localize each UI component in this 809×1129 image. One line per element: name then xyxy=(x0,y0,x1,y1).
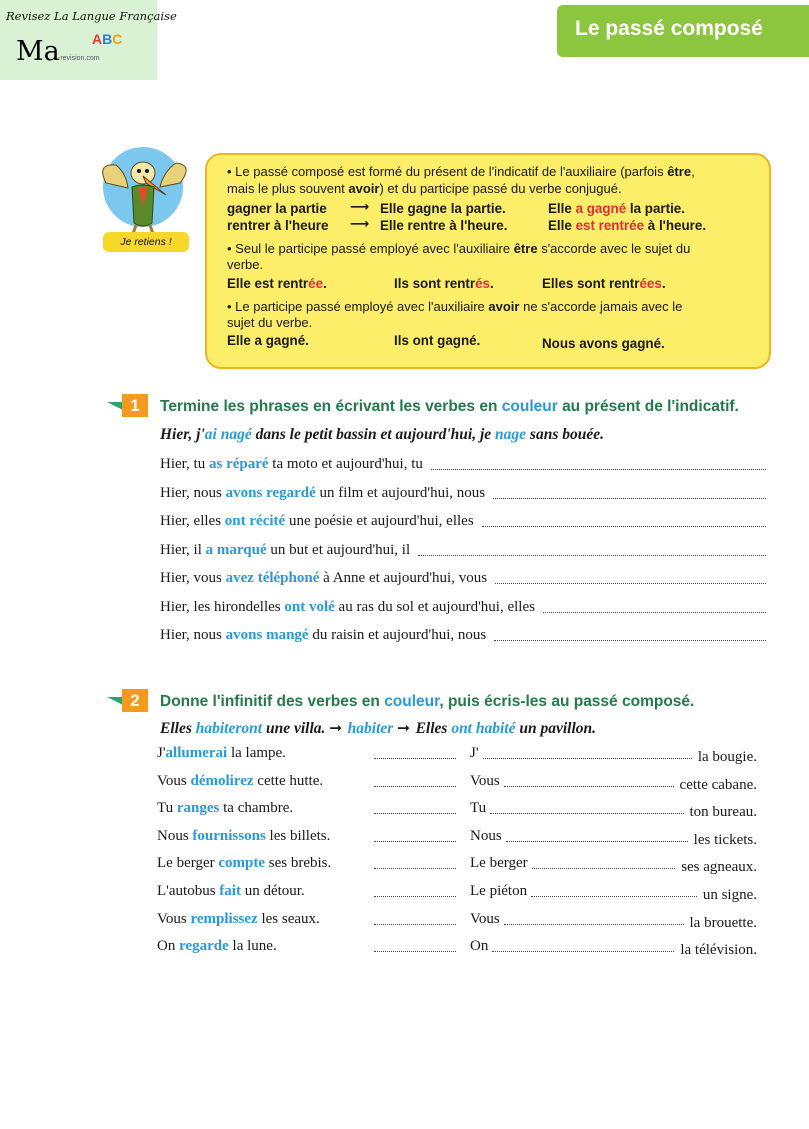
answer-complement: la télévision. xyxy=(680,942,757,958)
logo-abc: ABC xyxy=(92,31,123,47)
exercise-2-sentence: Vous remplissez les seaux. xyxy=(157,911,320,927)
answer-complement: la bougie. xyxy=(697,749,757,765)
exercise-2-sentence: Tu ranges ta chambre. xyxy=(157,800,294,816)
infinitive-blank[interactable] xyxy=(374,867,456,869)
exercise-1-sentence: Hier, les hirondelles ont volé au ras du sol et aujourd'hui, elles xyxy=(160,599,535,615)
answer-blank[interactable] xyxy=(483,757,692,759)
rule-line-1: • Le passé composé est formé du présent de l'indicatif de l'auxiliaire (parfois être, xyxy=(227,164,695,179)
answer-complement: ses agneaux. xyxy=(681,859,757,875)
exercise-1-sentence: Hier, nous avons mangé du raisin et aujourd'hui, nous xyxy=(160,627,487,643)
rule-example-3b: Ils sont rentrés. xyxy=(394,276,494,291)
rule-example-4c: Nous avons gagné. xyxy=(542,336,665,351)
answer-blank[interactable] xyxy=(490,812,683,814)
rule-example-1b: Elle gagne la partie. xyxy=(380,201,506,216)
page-title: Le passé composé xyxy=(575,17,763,40)
exercise-1-sentence: Hier, vous avez téléphoné à Anne et aujourd'hui, vous xyxy=(160,570,488,586)
rule-example-2a: rentrer à l'heure xyxy=(227,218,329,233)
answer-blank[interactable] xyxy=(431,468,766,470)
rule-example-2b: Elle rentre à l'heure. xyxy=(380,218,508,233)
rule-example-4b: Ils ont gagné. xyxy=(394,333,481,348)
answer-complement: un signe. xyxy=(702,887,757,903)
answer-blank[interactable] xyxy=(482,525,766,527)
answer-subject: Le berger xyxy=(470,855,528,871)
rule-example-3c: Elles sont rentrées. xyxy=(542,276,666,291)
exercise-1-sentence: Hier, elles ont récité une poésie et aujourd'hui, elles xyxy=(160,513,474,529)
infinitive-blank[interactable] xyxy=(374,840,456,842)
infinitive-blank[interactable] xyxy=(374,950,456,952)
rule-example-2c: Elle est rentrée à l'heure. xyxy=(548,218,707,233)
rule-example-3a: Elle est rentrée. xyxy=(227,276,327,291)
answer-blank[interactable] xyxy=(504,785,674,787)
exercise-2-sentence: Le berger compte ses brebis. xyxy=(157,855,332,871)
title-banner xyxy=(557,5,809,57)
answer-blank[interactable] xyxy=(492,950,674,952)
logo-brand: Ma xyxy=(16,36,60,67)
arrow-icon: ⟶ xyxy=(350,200,370,215)
rule-line-3b: verbe. xyxy=(227,257,264,272)
answer-subject: On xyxy=(470,938,489,954)
rule-example-1a: gagner la partie xyxy=(227,201,327,216)
infinitive-blank[interactable] xyxy=(374,895,456,897)
mascot-label: Je retiens ! xyxy=(103,232,189,252)
infinitive-blank[interactable] xyxy=(374,785,456,787)
answer-complement: ton bureau. xyxy=(689,804,757,820)
exercise-1-number: 1 xyxy=(122,394,148,417)
answer-blank[interactable] xyxy=(543,611,766,613)
infinitive-blank[interactable] xyxy=(374,757,456,759)
infinitive-blank[interactable] xyxy=(374,923,456,925)
exercise-1-instruction: Termine les phrases en écrivant les verbes en couleur au présent de l'indicatif. xyxy=(160,398,739,415)
logo-tagline: Revisez La Langue Française xyxy=(6,9,177,23)
answer-subject: Vous xyxy=(470,773,500,789)
infinitive-blank[interactable] xyxy=(374,812,456,814)
exercise-2-example: Elles habiteront une villa. ➞ habiter ➞ Elles ont habité un pavillon. xyxy=(160,719,597,737)
answer-blank[interactable] xyxy=(531,895,697,897)
exercise-1-sentence: Hier, tu as réparé ta moto et aujourd'hui, tu xyxy=(160,456,423,472)
rule-example-4a: Elle a gagné. xyxy=(227,333,309,348)
answer-complement: cette cabane. xyxy=(679,777,757,793)
exercise-2-number: 2 xyxy=(122,689,148,712)
site-logo xyxy=(0,0,177,80)
answer-complement: la brouette. xyxy=(689,915,757,931)
answer-blank[interactable] xyxy=(493,497,766,499)
answer-subject: J' xyxy=(470,745,479,761)
answer-subject: Vous xyxy=(470,911,500,927)
arrow-icon: ⟶ xyxy=(350,217,370,232)
answer-subject: Le piéton xyxy=(470,883,528,899)
exercise-1-sentence: Hier, nous avons regardé un film et aujourd'hui, nous xyxy=(160,485,486,501)
exercise-2-sentence: J'allumerai la lampe. xyxy=(157,745,286,761)
rule-line-4b: sujet du verbe. xyxy=(227,315,313,330)
rule-example-1c: Elle a gagné la partie. xyxy=(548,201,685,216)
answer-blank[interactable] xyxy=(418,554,766,556)
answer-subject: Tu xyxy=(470,800,487,816)
exercise-2-sentence: Nous fournissons les billets. xyxy=(157,828,331,844)
exercise-2-sentence: L'autobus fait un détour. xyxy=(157,883,305,899)
exercise-2-instruction: Donne l'infinitif des verbes en couleur, puis écris-les au passé composé. xyxy=(160,693,695,710)
rule-line-4: • Le participe passé employé avec l'auxiliaire avoir ne s'accorde jamais avec le xyxy=(227,299,683,314)
answer-blank[interactable] xyxy=(494,639,766,641)
answer-blank[interactable] xyxy=(532,867,676,869)
exercise-1-example: Hier, j'ai nagé dans le petit bassin et aujourd'hui, je nage sans bouée. xyxy=(160,426,604,443)
exercise-1-sentence: Hier, il a marqué un but et aujourd'hui, il xyxy=(160,542,411,558)
rule-line-2: mais le plus souvent avoir) et du participe passé du verbe conjugué. xyxy=(227,181,622,196)
rule-line-3: • Seul le participe passé employé avec l'auxiliaire être s'accorde avec le sujet du xyxy=(227,241,691,256)
answer-blank[interactable] xyxy=(504,923,684,925)
exercise-2-sentence: Vous démolirez cette hutte. xyxy=(157,773,324,789)
exercise-2-sentence: On regarde la lune. xyxy=(157,938,277,954)
logo-domain: -revision.com xyxy=(58,55,100,62)
answer-subject: Nous xyxy=(470,828,502,844)
answer-complement: les tickets. xyxy=(693,832,757,848)
answer-blank[interactable] xyxy=(506,840,688,842)
answer-blank[interactable] xyxy=(495,582,766,584)
